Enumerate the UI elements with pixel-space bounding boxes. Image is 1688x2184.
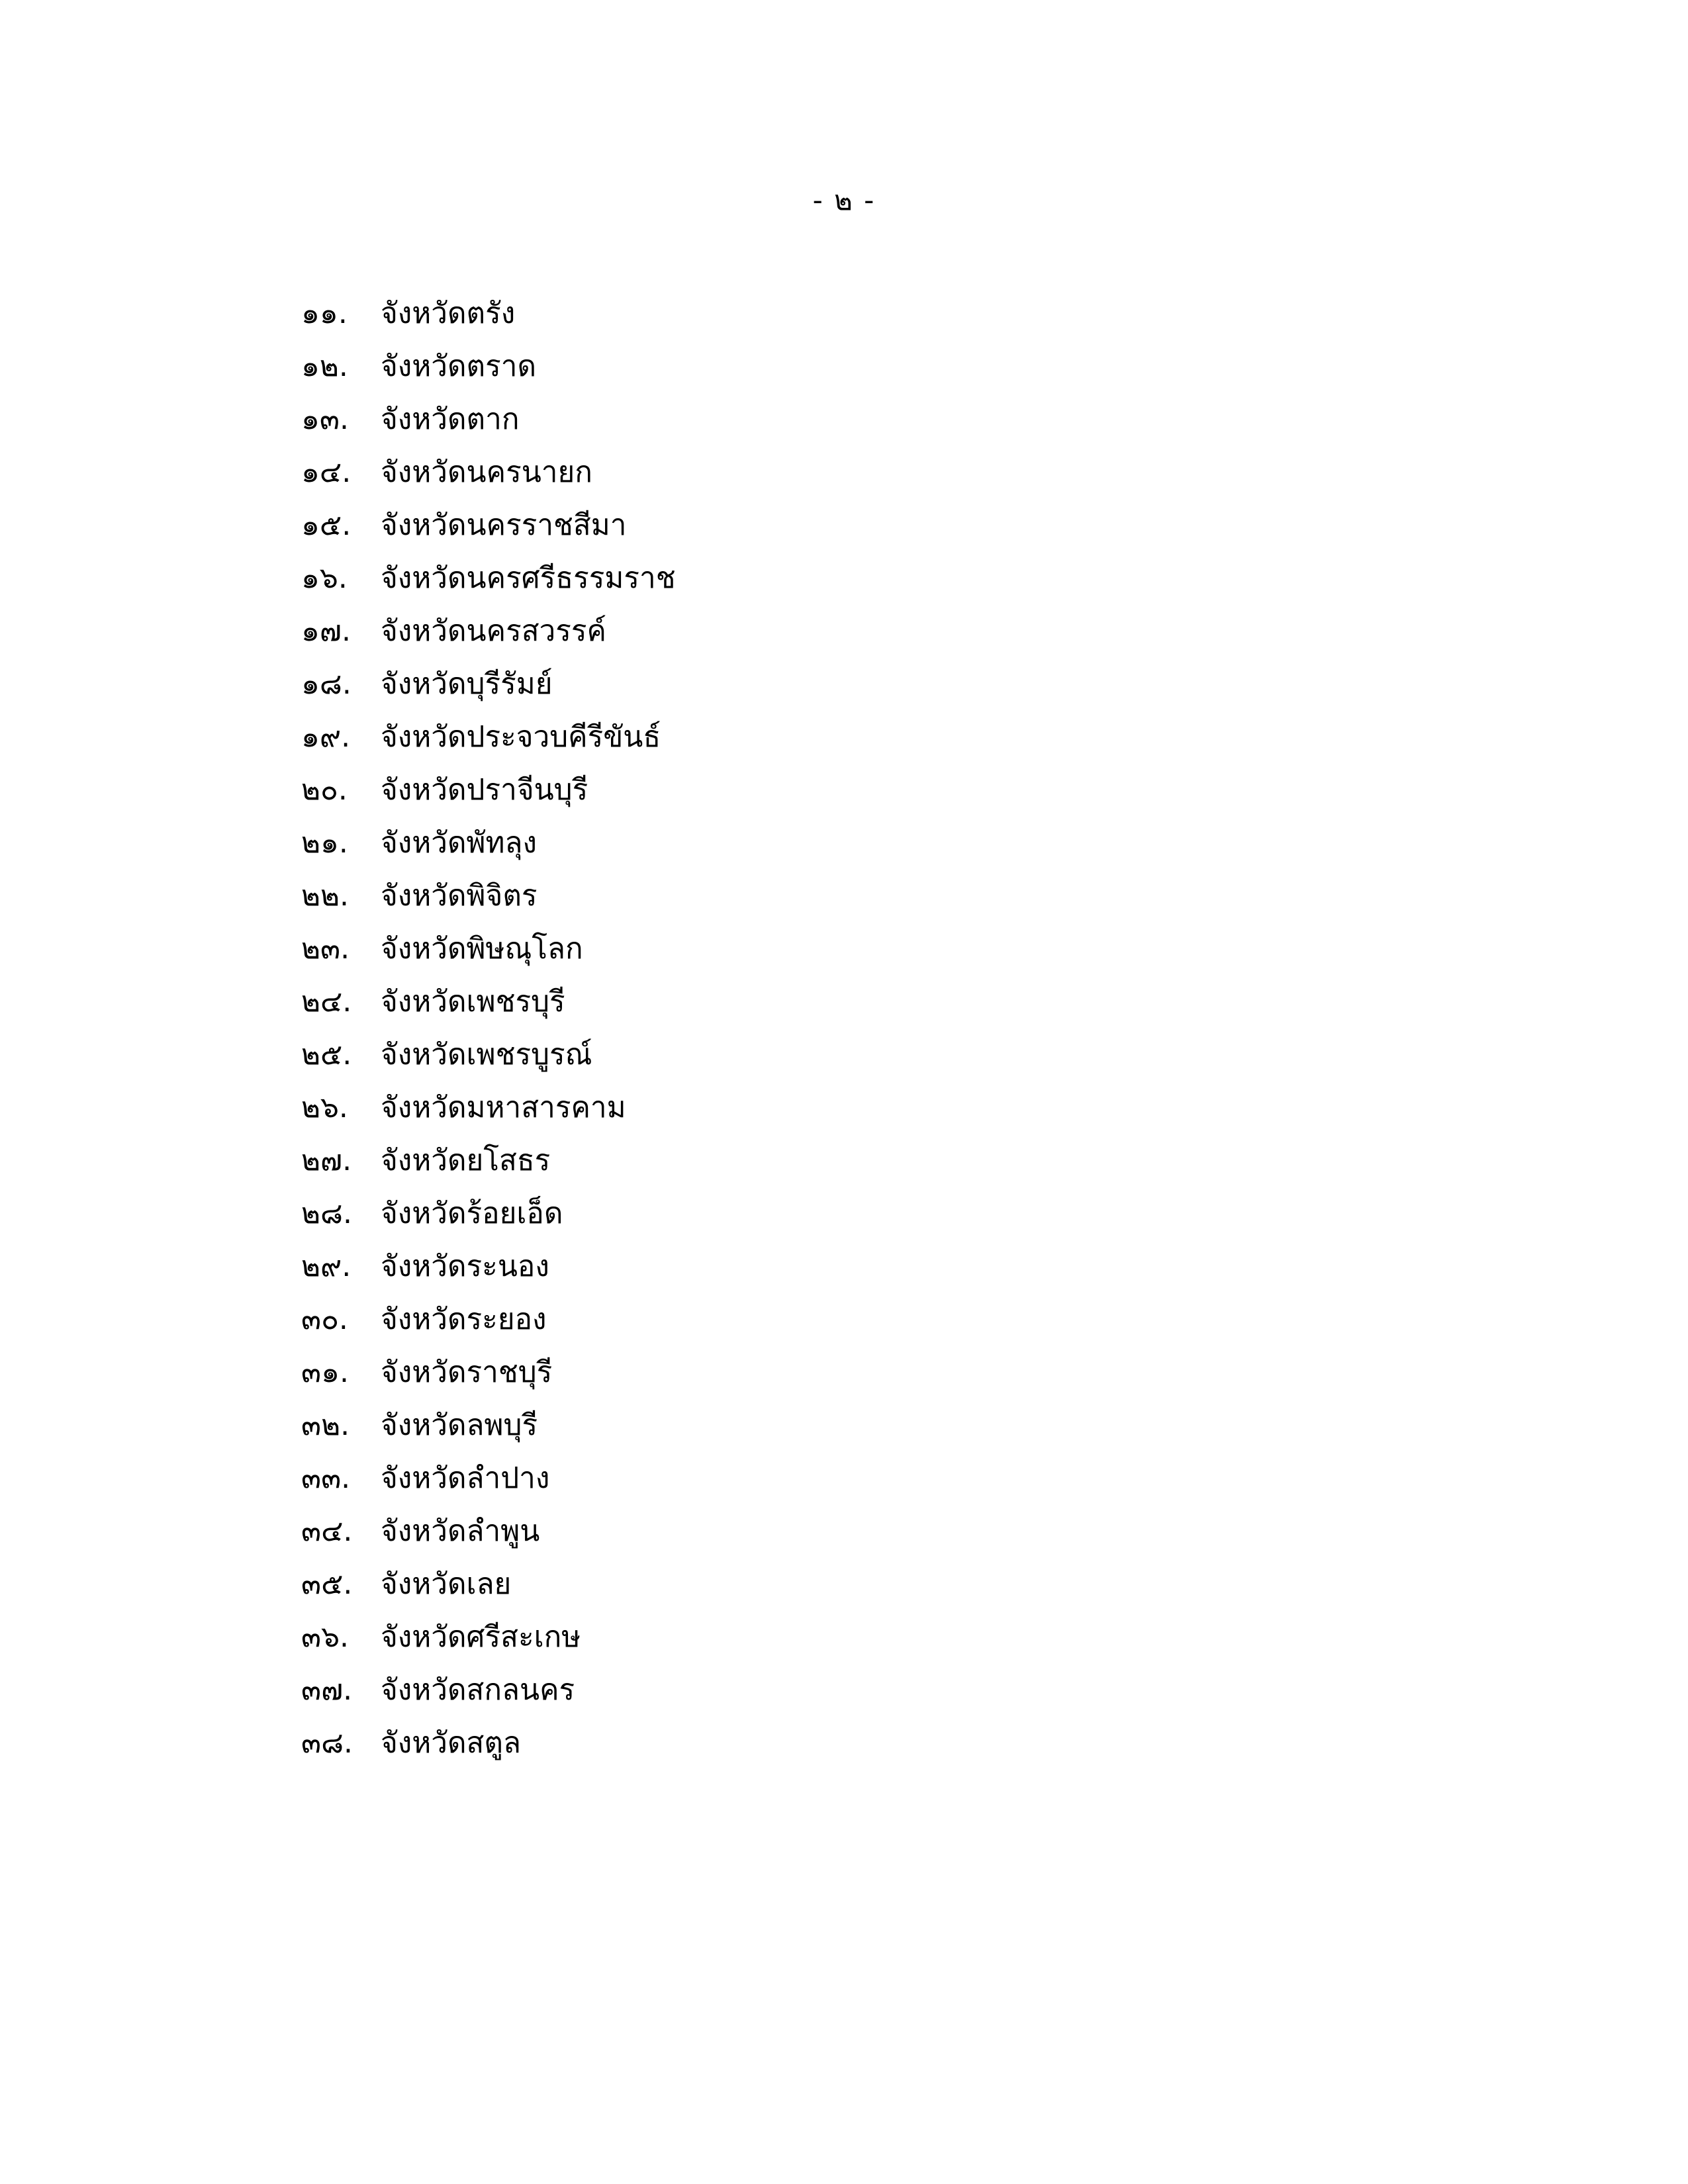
list-item-number: ๒๗. <box>301 1144 352 1177</box>
list-item-label: จังหวัดลำพูน <box>381 1514 540 1548</box>
list-item <box>301 1134 1688 1187</box>
list-item <box>301 1346 1688 1399</box>
list-item-label: จังหวัดราชบุรี <box>381 1355 553 1389</box>
list-item-label: จังหวัดนครนายก <box>381 455 592 489</box>
list-item-label: จังหวัดลำปาง <box>381 1461 550 1495</box>
list-item-number: ๓๖. <box>301 1620 349 1654</box>
list-item-label: จังหวัดยโสธร <box>381 1144 551 1177</box>
list-item <box>301 764 1688 817</box>
list-item-number: ๑๔. <box>301 455 352 489</box>
list-item-label: จังหวัดตาก <box>381 402 520 436</box>
list-item <box>301 1399 1688 1452</box>
list-item <box>301 287 1688 340</box>
list-item-number: ๒๖. <box>301 1091 348 1124</box>
list-item-number: ๓๑. <box>301 1355 349 1389</box>
list-item-number: ๓๗. <box>301 1673 353 1707</box>
list-item <box>301 1717 1688 1770</box>
list-item-number: ๒๒. <box>301 879 349 913</box>
list-item <box>301 446 1688 499</box>
list-item-number: ๒๓. <box>301 932 350 966</box>
list-item <box>301 605 1688 658</box>
list-item-label: จังหวัดมหาสารคาม <box>381 1091 626 1124</box>
list-item-label: จังหวัดร้อยเอ็ด <box>381 1197 563 1230</box>
list-item-number: ๓๓. <box>301 1461 351 1495</box>
list-item-label: จังหวัดนครสวรรค์ <box>381 614 606 648</box>
list-item-number: ๓๘. <box>301 1726 353 1760</box>
list-item-number: ๑๘. <box>301 667 352 701</box>
list-item-number: ๒๔. <box>301 985 352 1019</box>
list-item <box>301 340 1688 393</box>
list-item-number: ๑๒. <box>301 349 348 383</box>
list-item <box>301 1558 1688 1611</box>
list-item <box>301 923 1688 976</box>
list-item-label: จังหวัดเลย <box>381 1567 512 1601</box>
list-item-label: จังหวัดตรัง <box>381 296 516 330</box>
list-item <box>301 1611 1688 1664</box>
list-item-number: ๑๖. <box>301 561 348 595</box>
list-item-number: ๑๕. <box>301 508 352 542</box>
list-item-number: ๒๘. <box>301 1197 352 1230</box>
page-number: - ๒ - <box>812 184 876 216</box>
list-item <box>301 976 1688 1028</box>
list-item-number: ๑๙. <box>301 720 351 754</box>
list-item-label: จังหวัดลพบุรี <box>381 1408 538 1442</box>
list-item <box>301 1028 1688 1081</box>
list-item-label: จังหวัดเพชรบูรณ์ <box>381 1038 592 1071</box>
list-item-label: จังหวัดระนอง <box>381 1250 549 1283</box>
list-item <box>301 870 1688 923</box>
list-item-label: จังหวัดเพชรบุรี <box>381 985 565 1019</box>
list-item-label: จังหวัดนครศรีธรรมราช <box>381 561 676 595</box>
list-item-number: ๓๐. <box>301 1302 348 1336</box>
list-item <box>301 817 1688 870</box>
list-item-label: จังหวัดพิจิตร <box>381 879 538 913</box>
province-list <box>301 287 1688 1770</box>
list-item <box>301 1187 1688 1240</box>
list-item <box>301 658 1688 711</box>
list-item-label: จังหวัดประจวบคีรีขันธ์ <box>381 720 661 754</box>
list-item <box>301 1452 1688 1505</box>
list-item-number: ๑๓. <box>301 402 349 436</box>
list-item <box>301 1081 1688 1134</box>
list-item <box>301 393 1688 446</box>
list-item-number: ๓๕. <box>301 1567 353 1601</box>
list-item-label: จังหวัดพิษณุโลก <box>381 932 583 966</box>
list-item <box>301 552 1688 605</box>
list-item-label: จังหวัดบุรีรัมย์ <box>381 667 553 701</box>
list-item <box>301 1664 1688 1717</box>
list-item-number: ๒๕. <box>301 1038 352 1071</box>
list-item <box>301 499 1688 552</box>
list-item-number: ๓๒. <box>301 1408 350 1442</box>
list-item-label: จังหวัดตราด <box>381 349 537 383</box>
list-item-number: ๒๑. <box>301 826 348 860</box>
list-item-label: จังหวัดปราจีนบุรี <box>381 773 588 807</box>
list-item <box>301 1293 1688 1346</box>
list-item-label: จังหวัดพัทลุง <box>381 826 538 860</box>
list-item <box>301 1505 1688 1558</box>
list-item-label: จังหวัดระยอง <box>381 1302 547 1336</box>
list-item-number: ๓๔. <box>301 1514 353 1548</box>
list-item-label: จังหวัดนครราชสีมา <box>381 508 627 542</box>
list-item <box>301 711 1688 764</box>
list-item-number: ๑๑. <box>301 296 348 330</box>
list-item-label: จังหวัดสกลนคร <box>381 1673 575 1707</box>
list-item-number: ๒๙. <box>301 1250 352 1283</box>
list-item-label: จังหวัดสตูล <box>381 1726 521 1760</box>
list-item-number: ๒๐. <box>301 773 348 807</box>
list-item-label: จังหวัดศรีสะเกษ <box>381 1620 581 1654</box>
list-item <box>301 1240 1688 1293</box>
list-item-number: ๑๗. <box>301 614 352 648</box>
